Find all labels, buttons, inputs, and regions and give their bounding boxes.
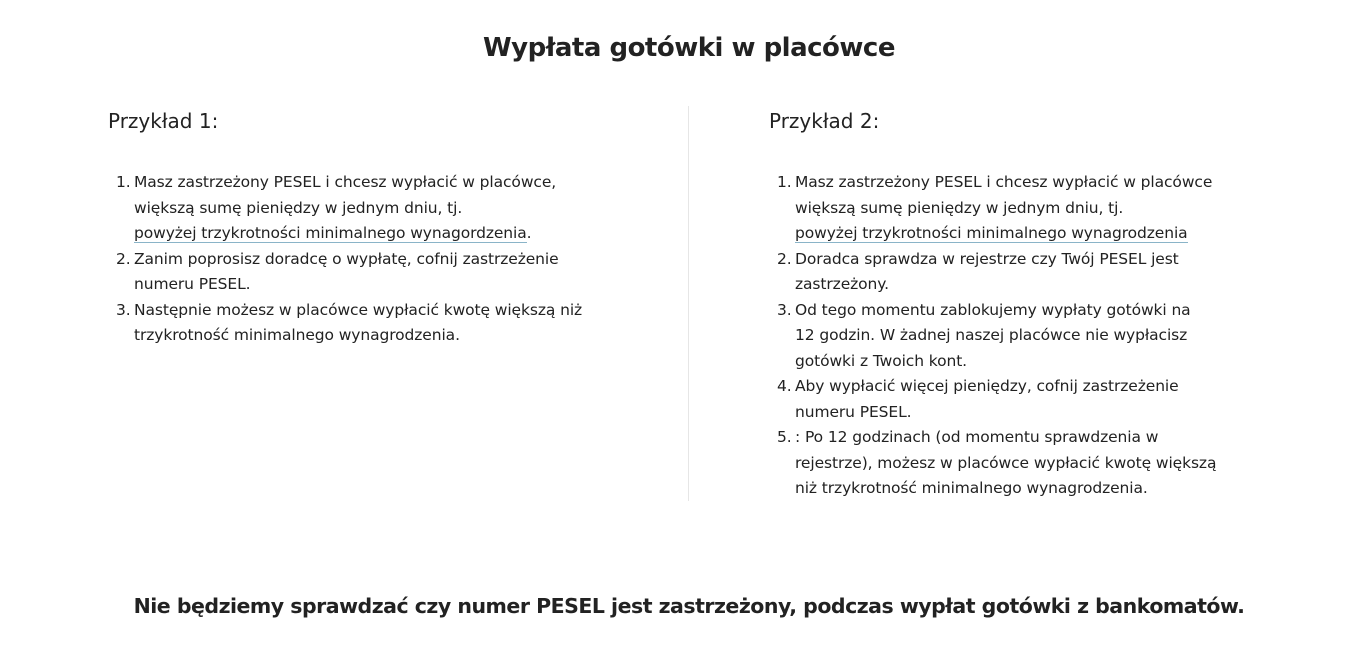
- list-item-text: gotówki z Twoich kont.: [795, 351, 968, 370]
- list-item-text: Od tego momentu zablokujemy wypłaty gotówki na: [795, 300, 1191, 319]
- list-item-text: trzykrotność minimalnego wynagrodzenia.: [134, 326, 460, 344]
- list-item: [108, 247, 608, 298]
- list-item: [769, 298, 1239, 375]
- list-item: [769, 374, 1239, 425]
- list-item: [769, 425, 1239, 502]
- list-item-text: większą sumę pieniędzy w jednym dniu, tj.: [134, 198, 463, 217]
- minimum-wage-link[interactable]: powyżej trzykrotności minimalnego wynagordzenia: [134, 224, 527, 242]
- list-item-number: 3.: [777, 300, 792, 319]
- list-item-text: zastrzeżony.: [795, 275, 889, 293]
- list-item-text: większą sumę pieniędzy w jednym dniu, tj.: [795, 198, 1124, 217]
- list-item: [769, 247, 1239, 298]
- list-item-number: 2.: [116, 249, 131, 268]
- list-item-text: Masz zastrzeżony PESEL i chcesz wypłacić w placówce,: [134, 173, 557, 191]
- list-item-number: 3.: [116, 300, 131, 319]
- list-item-text: Doradca sprawdza w rejestrze czy Twój PESEL jest: [795, 249, 1179, 268]
- list-item-text: Masz zastrzeżony PESEL i chcesz wypłacić w placówce: [795, 173, 1213, 191]
- list-item-text: numeru PESEL.: [795, 402, 912, 421]
- example-2-heading: Przykład 2:: [769, 109, 880, 133]
- list-item: [108, 298, 608, 349]
- example-1-list: [108, 170, 628, 349]
- page-title: Wypłata gotówki w placówce: [483, 33, 895, 63]
- list-item-number: 1.: [777, 173, 792, 191]
- list-item-number: 4.: [777, 377, 792, 395]
- list-item-number: 5.: [777, 428, 792, 446]
- list-item-text-line: [795, 221, 1239, 247]
- list-item: [769, 170, 1239, 247]
- list-item-number: 1.: [116, 173, 131, 191]
- list-item-text: Zanim poprosisz doradcę o wypłatę, cofnij zastrzeżenie: [134, 249, 559, 268]
- list-item-text: niż trzykrotność minimalnego wynagrodzenia.: [795, 479, 1148, 497]
- list-item-suffix: .: [526, 224, 532, 242]
- example-1: [108, 106, 628, 344]
- list-item-text: Następnie możesz w placówce wypłacić kwotę większą niż: [134, 300, 583, 319]
- example-1-heading: Przykład 1:: [108, 109, 219, 133]
- column-divider: [688, 106, 689, 501]
- list-item: [108, 170, 608, 247]
- minimum-wage-link[interactable]: powyżej trzykrotności minimalnego wynagrodzenia: [795, 224, 1188, 242]
- list-item-text: Aby wypłacić więcej pieniędzy, cofnij zastrzeżenie: [795, 377, 1179, 395]
- atm-notice: Nie będziemy sprawdzać czy numer PESEL jest zastrzeżony, podczas wypłat gotówki z bankomatów.: [133, 594, 1245, 618]
- list-item-text-line: [134, 221, 608, 247]
- list-item-text: rejestrze), możesz w placówce wypłacić kwotę większą: [795, 453, 1217, 472]
- example-2-list: [769, 170, 1289, 502]
- list-item-text: numeru PESEL.: [134, 275, 251, 293]
- list-item-text: 12 godzin. W żadnej naszej placówce nie wypłacisz: [795, 326, 1188, 344]
- list-item-number: 2.: [777, 249, 792, 268]
- list-item-text: : Po 12 godzinach (od momentu sprawdzenia w: [795, 428, 1159, 446]
- example-2: [769, 106, 1289, 497]
